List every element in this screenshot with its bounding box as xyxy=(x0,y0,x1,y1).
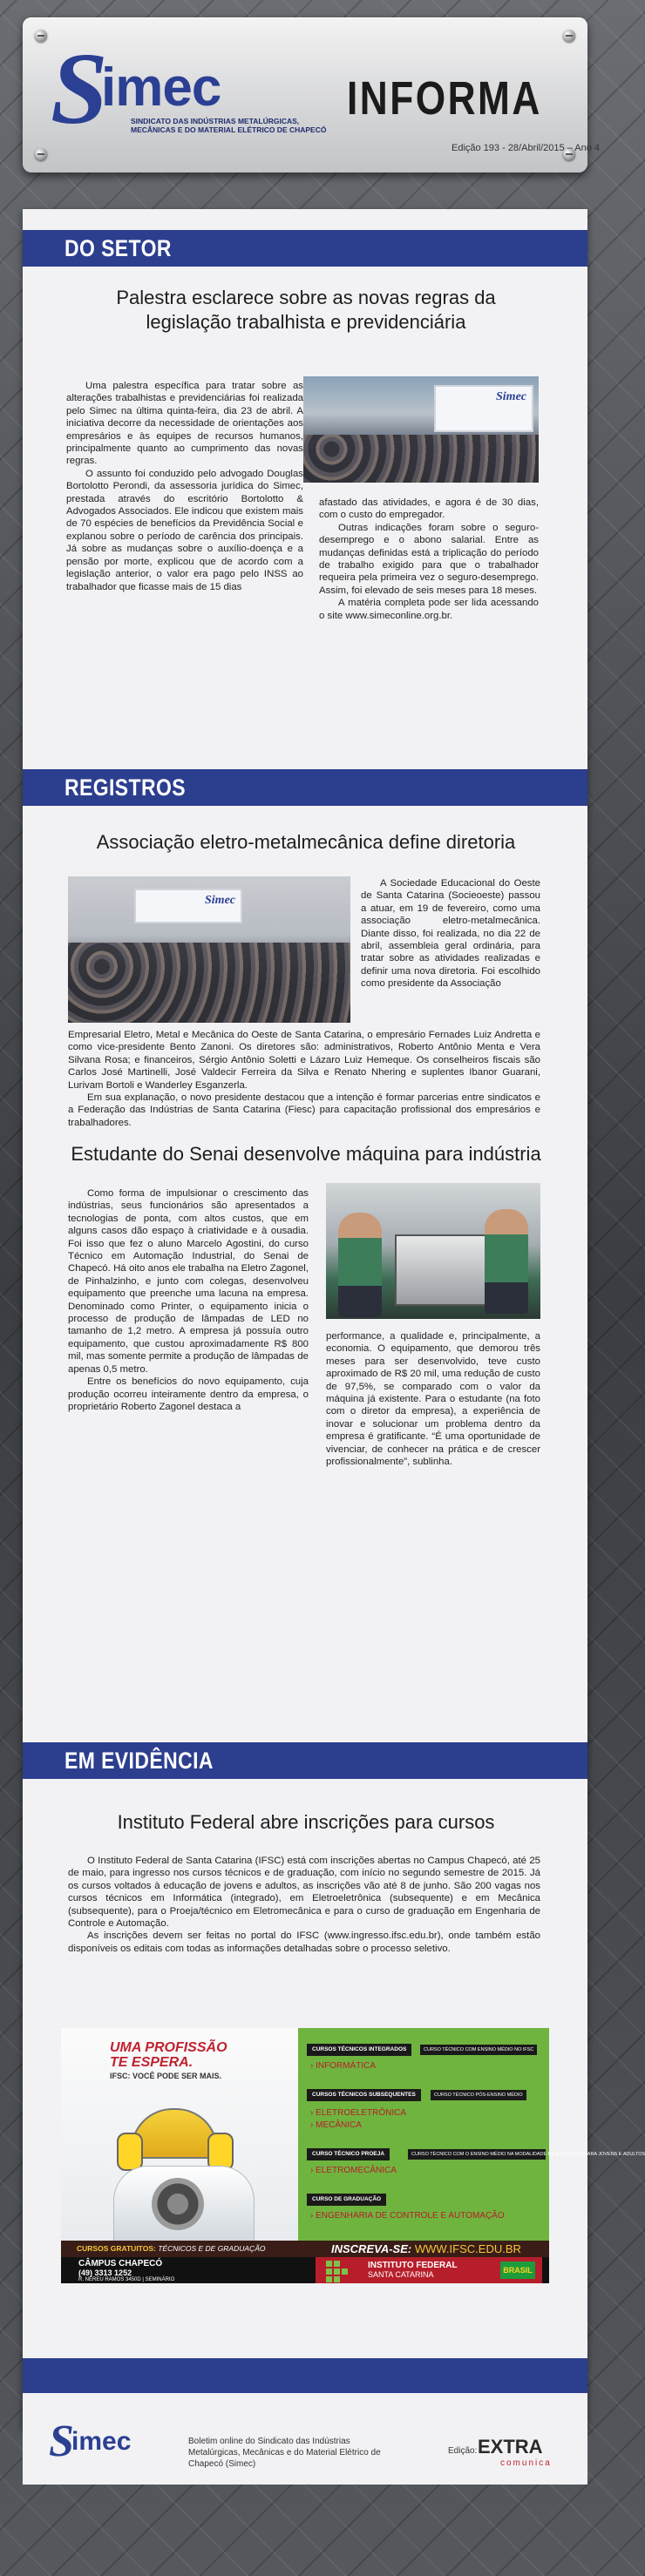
brasil-flag: BRASIL xyxy=(500,2262,535,2279)
section-bar-em-evidencia xyxy=(23,1742,587,1779)
footer xyxy=(23,2415,587,2485)
agency-sub: comunica xyxy=(500,2458,552,2468)
course-group-title: CURSOS TÉCNICOS SUBSEQUENTES xyxy=(307,2089,421,2101)
agency-logo: EXTRA xyxy=(478,2436,543,2458)
section-label: REGISTROS xyxy=(64,774,187,801)
paragraph: afastado das atividades, e agora é de 30 dias, com o custo do empregador. xyxy=(319,497,539,521)
institute-name: INSTITUTO FEDERAL SANTA CATARINA xyxy=(368,2261,458,2279)
article-column-2 xyxy=(319,497,539,622)
person xyxy=(338,1213,382,1317)
projector-screen xyxy=(134,889,242,923)
person xyxy=(485,1209,528,1314)
course-group-note: CURSO TÉCNICO COM O ENSINO MÉDIO NA MODALIDADE DE EDUCAÇÃO PARA JOVENS E ADULTOS xyxy=(408,2149,546,2160)
audience xyxy=(303,435,539,483)
paragraph: Entre os benefícios do novo equipamento, cuja produção ocorreu inteiramente dentro da empresa, o proprietário Roberto Zagonel destaca a xyxy=(68,1376,309,1412)
article-title: Palestra esclarece sobre as novas regras da legislação trabalhista e previdenciária xyxy=(116,287,496,333)
campus-name: CÂMPUS CHAPECÓ xyxy=(78,2259,163,2268)
course-group-title: CURSO DE GRADUAÇÃO xyxy=(307,2194,386,2206)
paragraph: O assunto foi conduzido pelo advogado Douglas Bortolotto Perondi, da assessoria jurídica do Simec, prestada através do escritório Bortolotto & Advogados Associados. Ele indicou que existem mais de 70 espécies de benefícios da Previdência Social e explanou sobre o período de carência dos principais. Já sobre as mudanças sobre o auxílio-doença e a pensão por morte, explicou que de acordo com a legislação anterior, o valor era pago pelo INSS ao trabalhador que ficasse mais de 15 dias xyxy=(66,468,303,592)
course-group-note: CURSO TÉCNICO COM ENSINO MÉDIO NO IFSC xyxy=(420,2045,537,2055)
simec-logo xyxy=(51,31,327,150)
footer-logo-word: imec xyxy=(71,2427,132,2456)
ad-subtitle: IFSC: VOCÊ PODE SER MAIS. xyxy=(110,2072,222,2080)
paragraph: Uma palestra específica para tratar sobre as alterações trabalhistas e previdenciárias foi realizada pelo Simec na última quinta-feira, dia 23 de abril. A iniciativa decorre da necessidade de orientações aos empresários e às equipes de recursos humanos, principalmente quanto ao cumprimento das novas regras. xyxy=(66,381,303,467)
ad-footer xyxy=(61,2257,549,2283)
paragraph: As inscrições devem ser feitas no portal do IFSC (www.ingresso.ifsc.edu.br), onde também estão disponíveis os editais com todas as informações detalhadas sobre o processo seletivo. xyxy=(68,1930,540,1954)
footer-edition-label: Edição: xyxy=(448,2446,478,2456)
paragraph: Empresarial Eletro, Metal e Mecânica do Oeste de Santa Catarina, o empresário Fernades Luiz Andretta e como vice-presidente Bento Zanoni. Os diretores são: administrativos, Roberto Antônio Menta e Vera Silvana Rosa; e financeiros, Sérgio Antônio Soletti e Lázaro Luiz Hemeque. Os conselheiros fiscais são Carlos José Martinelli, José Valdecir Ferreira da Silva e Renato Nhering e suplentes Ibanor Guarani, Lurivam Bortoli e Wanderley Esganzerla. xyxy=(68,1030,540,1091)
screen-logo: Simec xyxy=(496,390,526,403)
newsletter-body xyxy=(23,209,645,2428)
course-group-title: CURSO TÉCNICO PROEJA xyxy=(307,2148,390,2160)
paragraph: A Sociedade Educacional do Oeste de Santa Catarina (Socieoeste) passou a atuar, em 19 de fevereiro, como uma associação eletro-metalmecânica. Diante disso, foi realizada, no dia 22 de abril, assembleia geral ordinária, para tratar sobre as atividades realizadas e definir uma nova diretoria. Foi escolhido como presidente da Associação xyxy=(361,878,540,990)
edition-label: Edição 193 - 28/Abril/2015 – Ano 4 xyxy=(452,143,601,153)
section-label: DO SETOR xyxy=(64,235,172,261)
logo-word: imec xyxy=(101,57,221,118)
projector-screen xyxy=(434,385,533,432)
ifsc-advertisement[interactable] xyxy=(61,2028,645,2283)
article-column-2 xyxy=(326,1330,540,1468)
campus-address: R. NEREU RAMOS 3450D | SEMINÁRIO xyxy=(78,2277,175,2282)
screw-icon xyxy=(35,30,47,42)
senai-photo xyxy=(326,1183,540,1319)
course-item: › ELETROELETRÔNICA xyxy=(310,2108,406,2119)
ad-course-list xyxy=(298,2028,645,2241)
course-group-title: CURSOS TÉCNICOS INTEGRADOS xyxy=(307,2044,411,2056)
footer-bar xyxy=(23,2358,587,2393)
course-item: › MECÂNICA xyxy=(310,2120,362,2131)
article-title: Instituto Federal abre inscrições para cursos xyxy=(117,1811,495,1833)
paragraph: Outras indicações foram sobre o seguro-desemprego e o abono salarial. Entre as mudanças definidas está a triplicação do período de trabalho exigido para que o trabalhador requeira pela primeira vez o seguro-desemprego. Assim, foi elevado de seis meses para 18 meses. xyxy=(319,522,539,596)
paragraph: performance, a qualidade e, principalmente, a economia. O equipamento, que demorou três meses para ser desenvolvido, teve custo aproximado de R$ 20 mil, uma redução de custo de 97,5%, se comparado com o valor da máquina já existente. Para o estudante (na foto com o diretor da empresa), a experiência de inovar e solucionar um problema dentro da empresa é gratificante. “É uma oportunidade de vivenciar, de conhecer na prática e de crescer profissionalmente”, sublinha. xyxy=(326,1331,540,1468)
lecture-photo xyxy=(303,376,539,483)
article-full-text xyxy=(68,1029,540,1129)
course-group-note: CURSO TÉCNICO PÓS-ENSINO MÉDIO xyxy=(431,2090,526,2100)
footer-description: Boletim online do Sindicato das Indústrias Metalúrgicas, Mecânicas e do Material Elétrico de Chapecó (Simec) xyxy=(188,2437,381,2469)
campus-info xyxy=(78,2259,270,2283)
article-title: Associação eletro-metalmecânica define diretoria xyxy=(96,831,516,853)
course-item: › ENGENHARIA DE CONTROLE E AUTOMAÇÃO xyxy=(310,2211,505,2221)
article-side-text xyxy=(361,877,540,991)
gear-icon xyxy=(152,2178,204,2230)
logo-subtitle: SINDICATO DAS INDÚSTRIAS METALÚRGICAS, MECÂNICAS E DO MATERIAL ELÉTRICO DE CHAPECÓ xyxy=(131,117,327,134)
machine xyxy=(395,1234,488,1306)
section-bar-registros xyxy=(23,769,587,806)
campus-phone: (49) 3313 1252 xyxy=(78,2268,132,2277)
paragraph: A matéria completa pode ser lida acessando o site www.simeconline.org.br. xyxy=(319,598,539,621)
ifsc-logo xyxy=(316,2257,542,2283)
ad-title: UMA PROFISSÃO TE ESPERA. xyxy=(110,2040,227,2070)
screw-icon xyxy=(563,30,575,42)
attendees xyxy=(68,943,350,1023)
article-title: Estudante do Senai desenvolve máquina para indústria xyxy=(71,1143,541,1165)
paragraph: Como forma de impulsionar o crescimento das indústrias, seus funcionários são apresentados a tecnologias de ponta, com altos custos, que em alguns casos dão espaço à criatividade e à ousadia. Foi isso que fez o aluno Marcelo Agostini, do curso Técnico em Automação Industrial, do Senai de Chapecó. Há oito anos ele trabalha na Eletro Zagonel, de Pinhalzinho, e junto com colegas, desenvolveu equipamento que preenche uma lacuna na empresa. Denominado como Printer, o equipamento inicia o processo de produção de lâmpadas de LED no tamanho de 1,2 metro. A empresa já possuía outro equipamento, que custou aproximadamente R$ 800 mil, mas somente permite a produção de lâmpadas de apenas 0,5 metro. xyxy=(68,1188,309,1375)
course-item: › ELETROMECÂNICA xyxy=(310,2166,397,2176)
ad-strip xyxy=(61,2241,549,2257)
article-column-1 xyxy=(66,380,303,593)
ear-muff-icon xyxy=(117,2133,143,2171)
signup-link[interactable]: INSCREVA-SE: WWW.IFSC.EDU.BR xyxy=(331,2242,521,2255)
course-item: › INFORMÁTICA xyxy=(310,2061,376,2072)
footer-wrap xyxy=(23,2415,587,2493)
free-courses-label: CURSOS GRATUITOS: TÉCNICOS E DE GRADUAÇÃO xyxy=(77,2244,266,2253)
paragraph: O Instituto Federal de Santa Catarina (IFSC) está com inscrições abertas no Campus Chapecó, até 25 de maio, para ingresso nos cursos técnicos e de graduação, com início no segundo semestre de 2015. Já os cursos voltados à educação de jovens e adultos, as inscrições vão até 8 de junho. São 200 vagas nos cursos técnicos em Informática (integrado), em Eletroeletrônica (subsequente) e em Mecânica (subsequente), para o Proeja/técnico em Eletromecânica e para o curso de graduação em Engenharia de Controle e Automação. xyxy=(68,1856,540,1930)
hard-hat-icon xyxy=(131,2108,218,2159)
masthead-title: INFORMA xyxy=(347,72,542,125)
screen-logo: Simec xyxy=(205,894,235,907)
paragraph: Em sua explanação, o novo presidente destacou que a intenção é formar parcerias entre sindicatos e a Federação das Indústrias de Santa Catarina (Fiesc) para capacitação profissional dos empresários e trabalhadores. xyxy=(68,1092,540,1128)
section-label: EM EVIDÊNCIA xyxy=(64,1748,214,1774)
section-bar-do-setor xyxy=(23,230,587,267)
logo-letter: S xyxy=(51,31,108,145)
assembly-photo xyxy=(68,876,350,1023)
footer-logo-letter: S xyxy=(49,2417,74,2466)
article-column-1 xyxy=(68,1187,309,1413)
article-full-text xyxy=(68,1855,540,1955)
screw-icon xyxy=(35,148,47,160)
ad-visual xyxy=(61,2028,298,2241)
